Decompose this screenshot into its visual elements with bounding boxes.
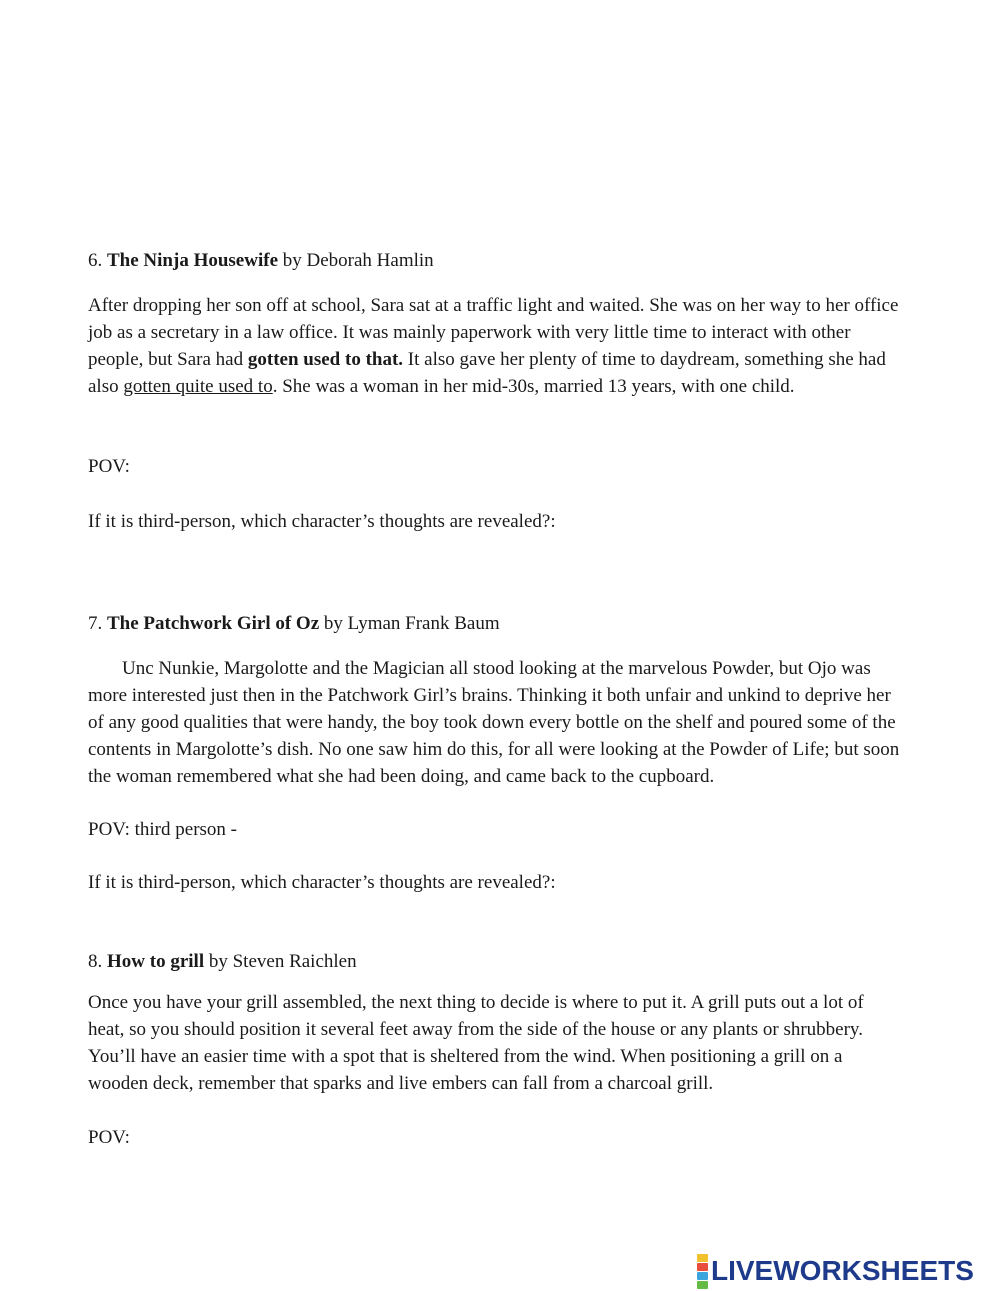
item6-question: If it is third-person, which character’s thoughts are revealed?: [88, 511, 556, 532]
item6-text-2: It also gave her plenty of time to daydream, something she had also [88, 349, 886, 397]
item7-pov: POV: third person - [88, 819, 237, 840]
item7-number: 7. [88, 613, 103, 634]
item6-heading [88, 247, 918, 274]
item7-title: The Patchwork Girl of Oz [107, 613, 320, 634]
item6-text-underline: gotten quite used to [123, 376, 273, 397]
item7-question: If it is third-person, which character’s thoughts are revealed?: [88, 872, 556, 893]
liveworksheets-logo [697, 1254, 974, 1288]
item7-paragraph: Unc Nunkie, Margolotte and the Magician all stood looking at the marvelous Powder, but Ojo was more interested just then in the Patchwork Girl’s brains. Thinking it both unfair and unkind to deprive her of any good qualities that were handy, the boy took down every bottle on the shelf and poured some of the contents in Margolotte’s dish. No one saw him do this, for all were looking at the Powder of Life; but soon the woman remembered what she had been doing, and came back to the cupboard. [88, 658, 900, 787]
item6-paragraph [88, 292, 903, 400]
item6-text-bold: gotten used to that. [247, 349, 404, 370]
item8-title: How to grill [107, 951, 205, 972]
item8-number: 8. [88, 951, 103, 972]
logo-block-2 [697, 1263, 708, 1271]
item8-paragraph: Once you have your grill assembled, the next thing to decide is where to put it. A grill puts out a lot of heat, so you should position it several feet away from the side of the house or any plants or shrubbery. You’ll have an easier time with a spot that is sheltered from the wind. When positioning a grill on a wooden deck, remember that sparks and live embers can fall from a charcoal grill. [88, 992, 864, 1094]
liveworksheets-logo-text: LIVEWORKSHEETS [711, 1255, 974, 1286]
item6-number: 6. [88, 250, 103, 271]
item8-byline: by Steven Raichlen [208, 951, 357, 972]
item6-title: The Ninja Housewife [107, 250, 278, 271]
item7-byline: by Lyman Frank Baum [323, 613, 500, 634]
item6-text-3: . She was a woman in her mid-30s, married 13 years, with one child. [272, 376, 795, 397]
item8-heading [88, 948, 918, 975]
item6-pov: POV: [88, 456, 130, 477]
item7-heading [88, 610, 918, 637]
item6-byline: by Deborah Hamlin [282, 250, 434, 271]
logo-block-1 [697, 1254, 708, 1262]
item6-text-1: After dropping her son off at school, Sara sat at a traffic light and waited. She was on her way to her office job as a secretary in a law office. It was mainly paperwork with very little time to interact with other people, but Sara had [88, 295, 899, 370]
logo-block-4 [697, 1281, 708, 1289]
logo-block-3 [697, 1272, 708, 1280]
liveworksheets-logo-icon [697, 1254, 708, 1289]
item8-pov: POV: [88, 1127, 130, 1148]
